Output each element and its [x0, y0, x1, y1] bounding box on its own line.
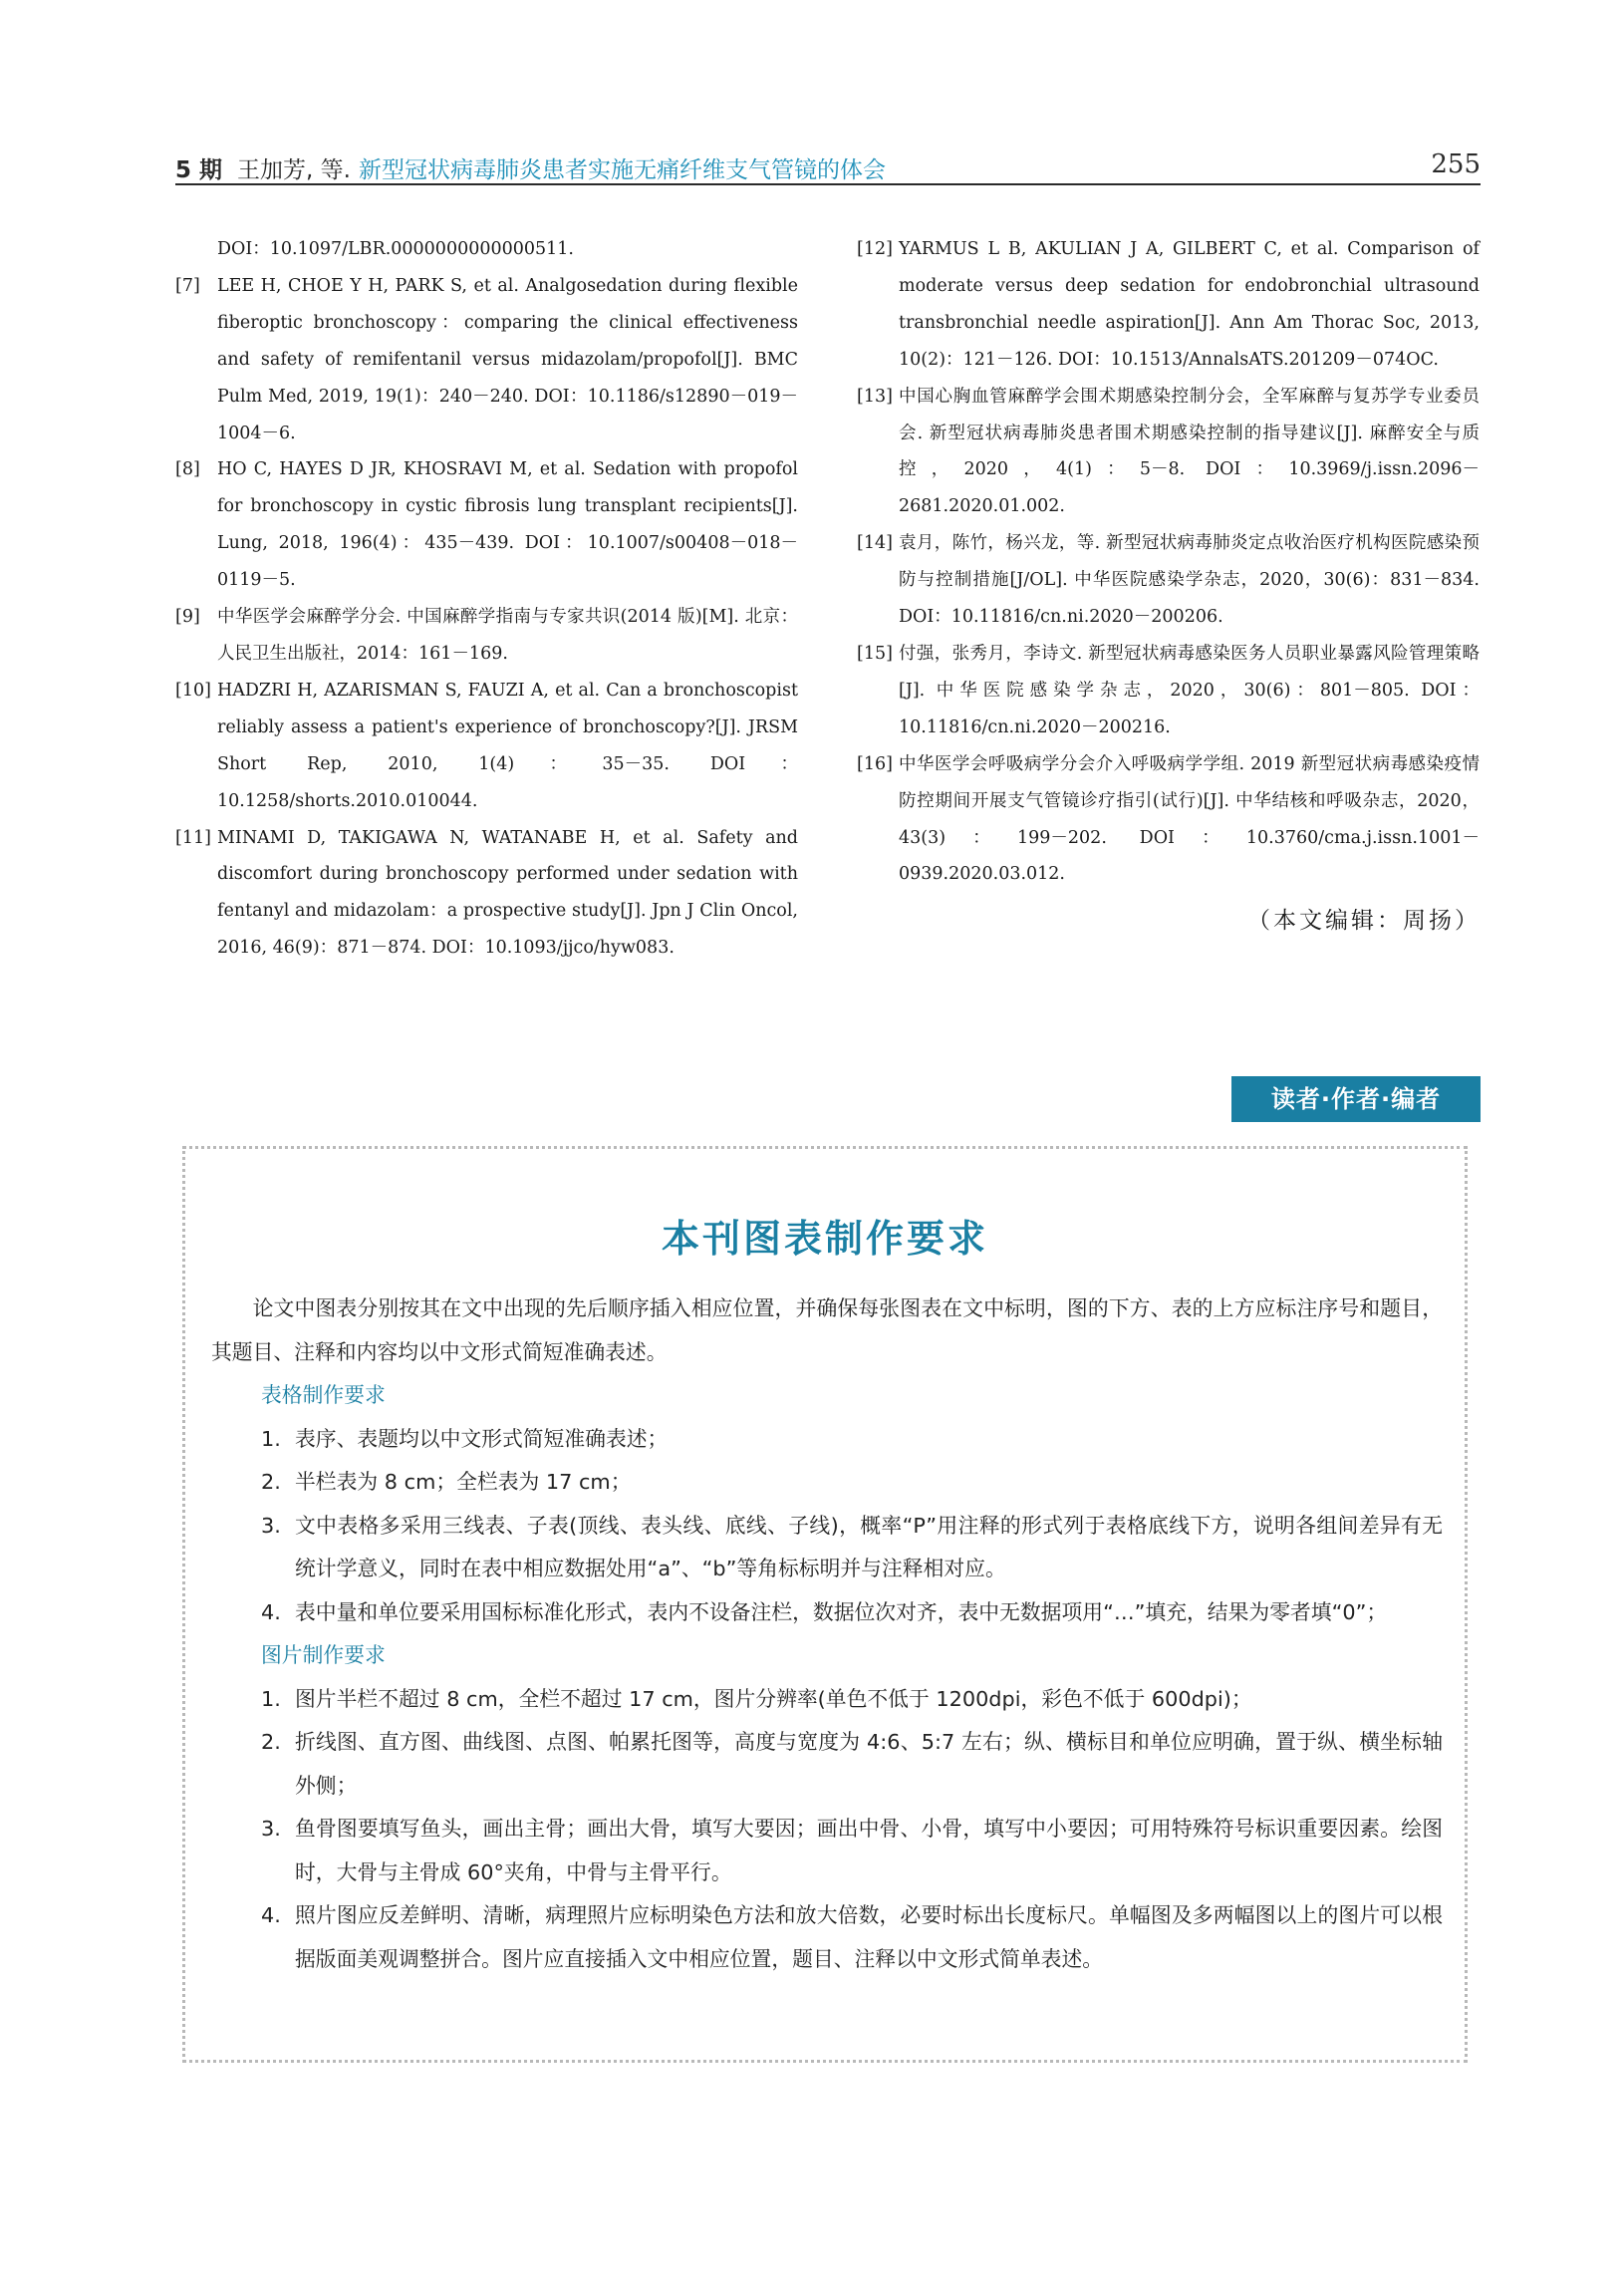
reference-text: 中国心胸血管麻醉学会围术期感染控制分会，全军麻醉与复苏学专业委员会. 新型冠状病毒肺炎患者围术期感染控制的指导建议[J]. 麻醉安全与质控，2020，4(1)：5－8. DOI：10.3969/j.issn.2096－2681.2020.01.002. [899, 386, 1480, 517]
reference-text: YARMUS L B, AKULIAN J A, GILBERT C, et al. Comparison of moderate versus deep sedation for endobronchial ultrasound transbronchial needle aspiration[J]. Ann Am Thorac Soc, 2013, 10(2)：121－126. DOI：10.1513/AnnalsATS.201209－074OC. [899, 239, 1480, 370]
reference-number: [14] [857, 533, 893, 554]
reference-item [857, 636, 1480, 746]
item-text: 图片半栏不超过 8 cm，全栏不超过 17 cm，图片分辨率(单色不低于 1200dpi，彩色不低于 600dpi)； [295, 1686, 1252, 1711]
editor-note: （本文编辑：周扬） [1247, 908, 1481, 934]
table-requirement-item [211, 1505, 1443, 1591]
references-left-column [175, 231, 798, 967]
reference-item [175, 451, 798, 599]
reference-text: 袁月，陈竹，杨兴龙，等. 新型冠状病毒肺炎定点收治医疗机构医院感染预防与控制措施[J/OL]. 中华医院感染学杂志，2020，30(6)：831－834. DOI：10.11816/cn.ni.2020－200206. [899, 533, 1480, 628]
figure-requirements-heading: 图片制作要求 [261, 1643, 386, 1667]
reference-item [857, 746, 1480, 894]
running-authors: 王加芳, 等. [237, 157, 351, 183]
reference-text: DOI：10.1097/LBR.0000000000000511. [217, 239, 574, 259]
running-header [175, 147, 1481, 187]
running-title: 新型冠状病毒肺炎患者实施无痛纤维支气管镜的体会 [359, 157, 886, 183]
table-requirement-item [211, 1461, 1443, 1505]
notice-intro: 论文中图表分别按其在文中出现的先后顺序插入相应位置，并确保每张图表在文中标明，图的下方、表的上方应标注序号和题目，其题目、注释和内容均以中文形式简短准确表述。 [211, 1296, 1443, 1364]
notice-title: 本刊图表制作要求 [661, 1217, 988, 1261]
item-number: 4. [261, 1599, 281, 1624]
reference-item [175, 673, 798, 820]
item-number: 1. [261, 1686, 281, 1711]
reference-item [857, 231, 1480, 379]
table-requirement-item [211, 1591, 1443, 1635]
item-number: 3. [261, 1817, 281, 1841]
figure-requirement-item [211, 1894, 1443, 1981]
item-text: 折线图、直方图、曲线图、点图、帕累托图等，高度与宽度为 4:6、5:7 左右；纵、横标目和单位应明确，置于纵、横坐标轴外侧； [295, 1730, 1443, 1798]
reference-item [175, 231, 798, 268]
figure-requirement-item [211, 1721, 1443, 1808]
page-number: 255 [1431, 149, 1481, 179]
figure-requirement-item [211, 1678, 1443, 1722]
reference-text: 中华医学会呼吸病学分会介入呼吸病学学组. 2019 新型冠状病毒感染疫情防控期间开展支气管镜诊疗指引(试行)[J]. 中华结核和呼吸杂志，2020，43(3)：199－202. DOI：10.3760/cma.j.issn.1001－0939.2020.03.012. [899, 753, 1480, 885]
table-requirements-heading: 表格制作要求 [261, 1383, 386, 1407]
reference-number: [10] [175, 680, 211, 701]
item-number: 4. [261, 1903, 281, 1927]
reference-item [857, 379, 1480, 526]
item-text: 半栏表为 8 cm；全栏表为 17 cm； [295, 1470, 632, 1494]
section-tab: 读者·作者·编者 [1231, 1076, 1481, 1122]
reference-number: [9] [175, 607, 200, 628]
table-requirement-item [211, 1418, 1443, 1462]
reference-number: [16] [857, 753, 893, 774]
item-text: 照片图应反差鲜明、清晰，病理照片应标明染色方法和放大倍数，必要时标出长度标尺。单幅图及多两幅图以上的图片可以根据版面美观调整拼合。图片应直接插入文中相应位置，题目、注释以中文形式简单表述。 [295, 1903, 1443, 1971]
reference-text: MINAMI D, TAKIGAWA N, WATANABE H, et al. Safety and discomfort during bronchoscopy performed under sedation with fentanyl and midazolam：a prospective study[J]. Jpn J Clin Oncol, 2016, 46(9)：871－874. DOI：10.1093/jjco/hyw083. [217, 827, 798, 959]
item-text: 表中量和单位要采用国标标准化形式，表内不设备注栏，数据位次对齐，表中无数据项用“…”填充，结果为零者填“0”； [295, 1599, 1388, 1624]
reference-number: [15] [857, 643, 893, 664]
item-number: 3. [261, 1513, 281, 1538]
item-text: 表序、表题均以中文形式简短准确表述； [295, 1426, 669, 1451]
item-number: 2. [261, 1730, 281, 1754]
reference-number: [12] [857, 239, 893, 259]
reference-text: 付强，张秀月，李诗文. 新型冠状病毒感染医务人员职业暴露风险管理策略[J]. 中华医院感染学杂志，2020，30(6)：801－805. DOI：10.11816/cn.ni.2020－200216. [899, 643, 1480, 737]
item-text: 文中表格多采用三线表、子表(顶线、表头线、底线、子线)，概率“P”用注释的形式列于表格底线下方，说明各组间差异有无统计学意义，同时在表中相应数据处用“a”、“b”等角标标明并与注释相对应。 [295, 1513, 1443, 1580]
reference-text: LEE H, CHOE Y H, PARK S, et al. Analgosedation during flexible fiberoptic bronchoscopy：comparing the clinical effectiveness and safety of remifentanil versus midazolam/propofol[J]. BMC Pulm Med, 2019, 19(1)：240－240. DOI：10.1186/s12890－019－1004－6. [217, 275, 798, 443]
figure-requirement-item [211, 1808, 1443, 1894]
reference-text: HADZRI H, AZARISMAN S, FAUZI A, et al. Can a bronchoscopist reliably assess a patient's experience of bronchoscopy?[J]. JRSM Short Rep, 2010, 1(4)：35－35. DOI：10.1258/shorts.2010.010044. [217, 680, 798, 811]
reference-text: HO C, HAYES D JR, KHOSRAVI M, et al. Sedation with propofol for bronchoscopy in cystic fibrosis lung transplant recipients[J]. Lung, 2018, 196(4)：435－439. DOI：10.1007/s00408－018－0119－5. [217, 459, 798, 591]
reference-number: [13] [857, 386, 893, 407]
item-number: 2. [261, 1470, 281, 1494]
reference-number: [11] [175, 827, 211, 848]
reference-text: 中华医学会麻醉学分会. 中国麻醉学指南与专家共识(2014 版)[M]. 北京：人民卫生出版社，2014：161－169. [217, 607, 798, 664]
reference-number: [8] [175, 459, 200, 480]
issue-number: 5 期 [175, 157, 223, 183]
reference-item [175, 820, 798, 968]
item-number: 1. [261, 1426, 281, 1451]
notice-body [211, 1287, 1443, 1981]
header-rule [175, 183, 1481, 185]
reference-item [857, 525, 1480, 636]
reference-item [175, 599, 798, 673]
reference-item [175, 268, 798, 452]
reference-number: [7] [175, 275, 200, 296]
item-text: 鱼骨图要填写鱼头，画出主骨；画出大骨，填写大要因；画出中骨、小骨，填写中小要因；可用特殊符号标识重要因素。绘图时，大骨与主骨成 60°夹角，中骨与主骨平行。 [295, 1817, 1443, 1884]
references-right-column [857, 231, 1480, 893]
